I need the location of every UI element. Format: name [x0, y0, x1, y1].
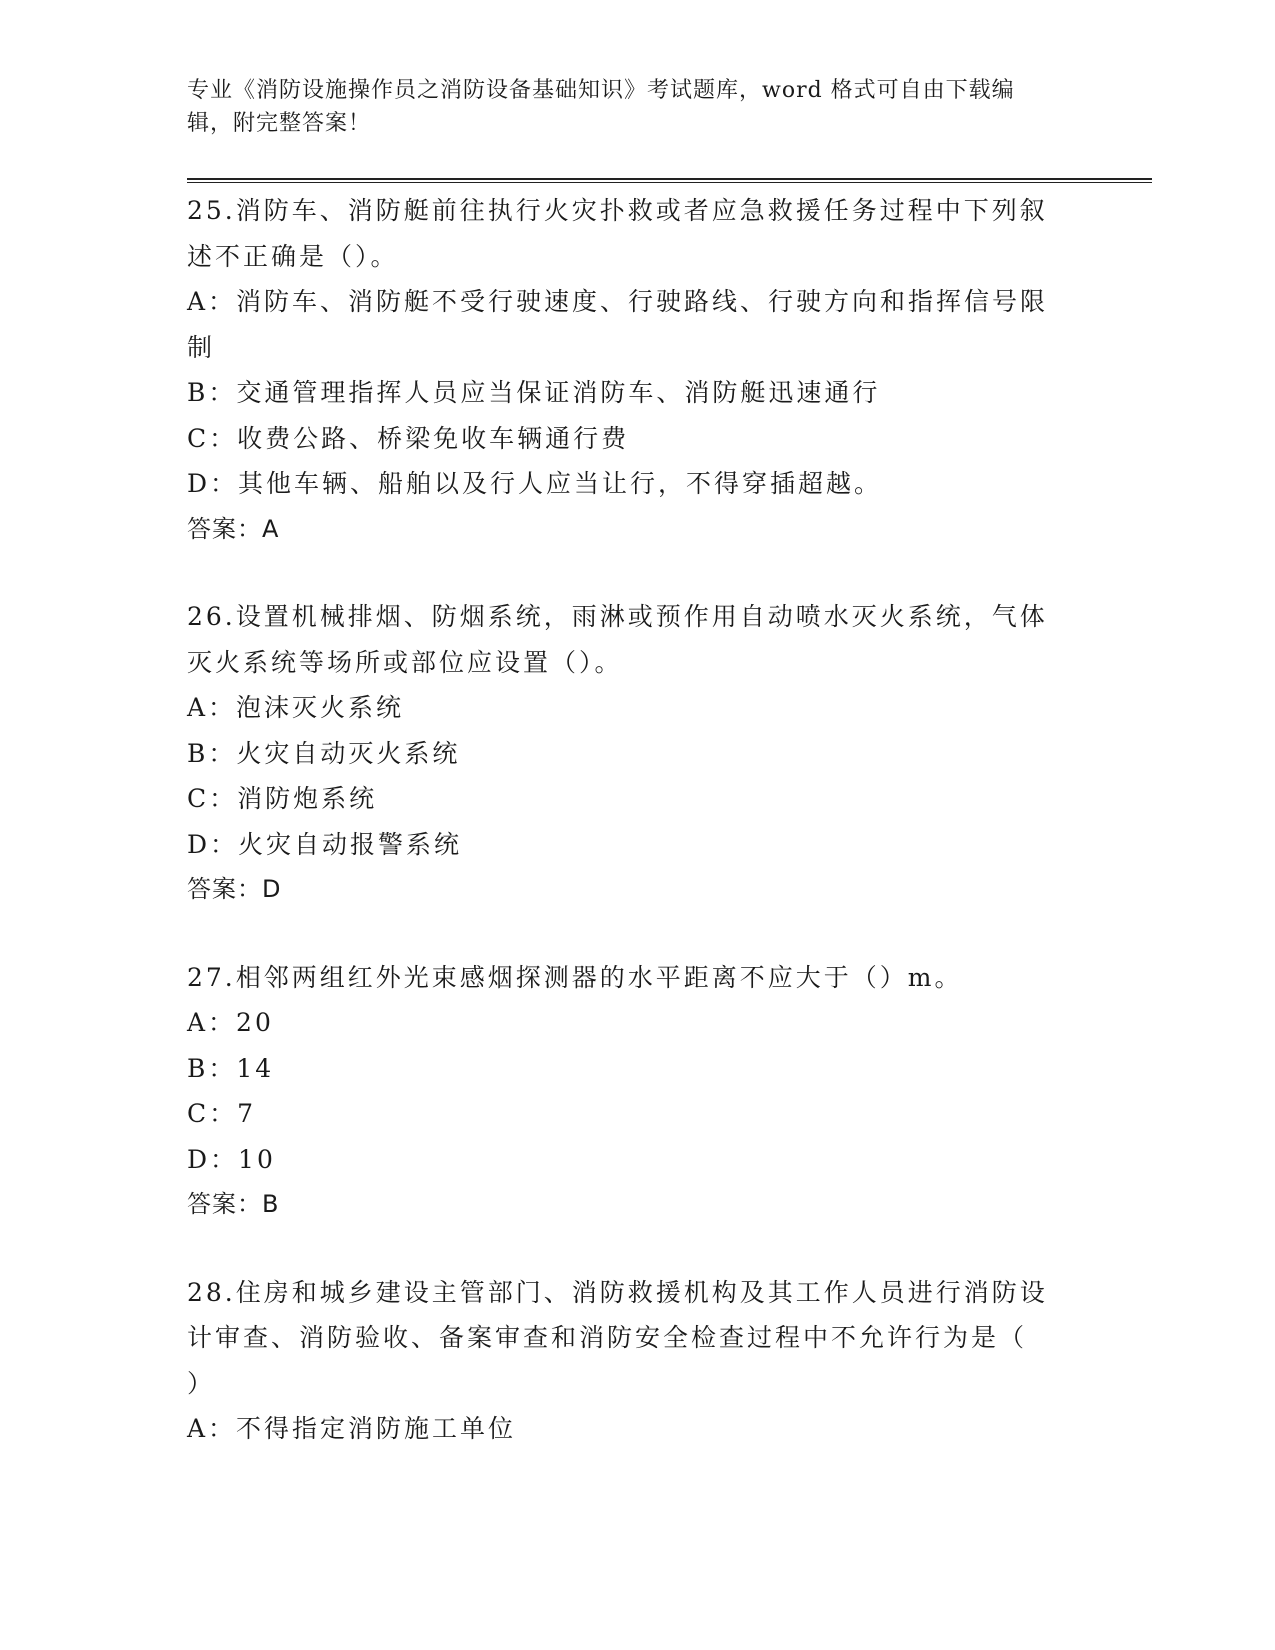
answer-option-line: 制	[187, 332, 216, 362]
question-block	[187, 1270, 1087, 1452]
question-block	[187, 188, 1087, 552]
question-stem-line: 26.设置机械排烟、防烟系统，雨淋或预作用自动喷水灭火系统，气体	[187, 602, 1048, 631]
question-list	[187, 188, 1087, 1494]
correct-answer: 答案：D	[187, 875, 282, 903]
answer-option-line: B：14	[187, 1053, 275, 1083]
answer-option-line: B：火灾自动灭火系统	[187, 738, 461, 768]
answer-option-line: A：消防车、消防艇不受行驶速度、行驶路线、行驶方向和指挥信号限	[187, 287, 1049, 316]
question-block	[187, 594, 1087, 913]
header-line-2: 辑，附完整答案！	[187, 111, 372, 136]
question-stem-line: 计审查、消防验收、备案审查和消防安全检查过程中不允许行为是（	[187, 1323, 1028, 1352]
question-stem-line: 27.相邻两组红外光束感烟探测器的水平距离不应大于（）m。	[187, 962, 963, 992]
correct-answer: 答案：A	[187, 514, 280, 543]
answer-option-line: A：泡沫灭火系统	[187, 693, 405, 722]
question-stem-line: 述不正确是（）。	[187, 241, 399, 271]
correct-answer: 答案：B	[187, 1190, 280, 1218]
answer-option-line: B：交通管理指挥人员应当保证消防车、消防艇迅速通行	[187, 378, 881, 407]
header-divider	[187, 178, 1152, 183]
question-stem-line: 25.消防车、消防艇前往执行火灾扑救或者应急救援任务过程中下列叙	[187, 196, 1048, 225]
question-stem-line: 28.住房和城乡建设主管部门、消防救援机构及其工作人员进行消防设	[187, 1277, 1048, 1307]
question-stem-line: 灭火系统等场所或部位应设置（）。	[187, 647, 623, 677]
header-line-1: 专业《消防设施操作员之消防设备基础知识》考试题库，word 格式可自由下载编	[187, 78, 1015, 103]
document-header	[187, 74, 1067, 140]
answer-option-line: A：20	[187, 1008, 274, 1037]
question-block	[187, 955, 1087, 1228]
answer-option-line: A：不得指定消防施工单位	[187, 1414, 517, 1443]
question-stem-line: ）	[187, 1368, 216, 1398]
answer-option-line: D：其他车辆、船舶以及行人应当让行，不得穿插超越。	[187, 469, 883, 498]
answer-option-line: C：消防炮系统	[187, 784, 378, 813]
answer-option-line: D：火灾自动报警系统	[187, 829, 463, 859]
answer-option-line: C：收费公路、桥梁免收车辆通行费	[187, 423, 630, 453]
answer-option-line: C：7	[187, 1099, 257, 1128]
answer-option-line: D：10	[187, 1144, 276, 1174]
